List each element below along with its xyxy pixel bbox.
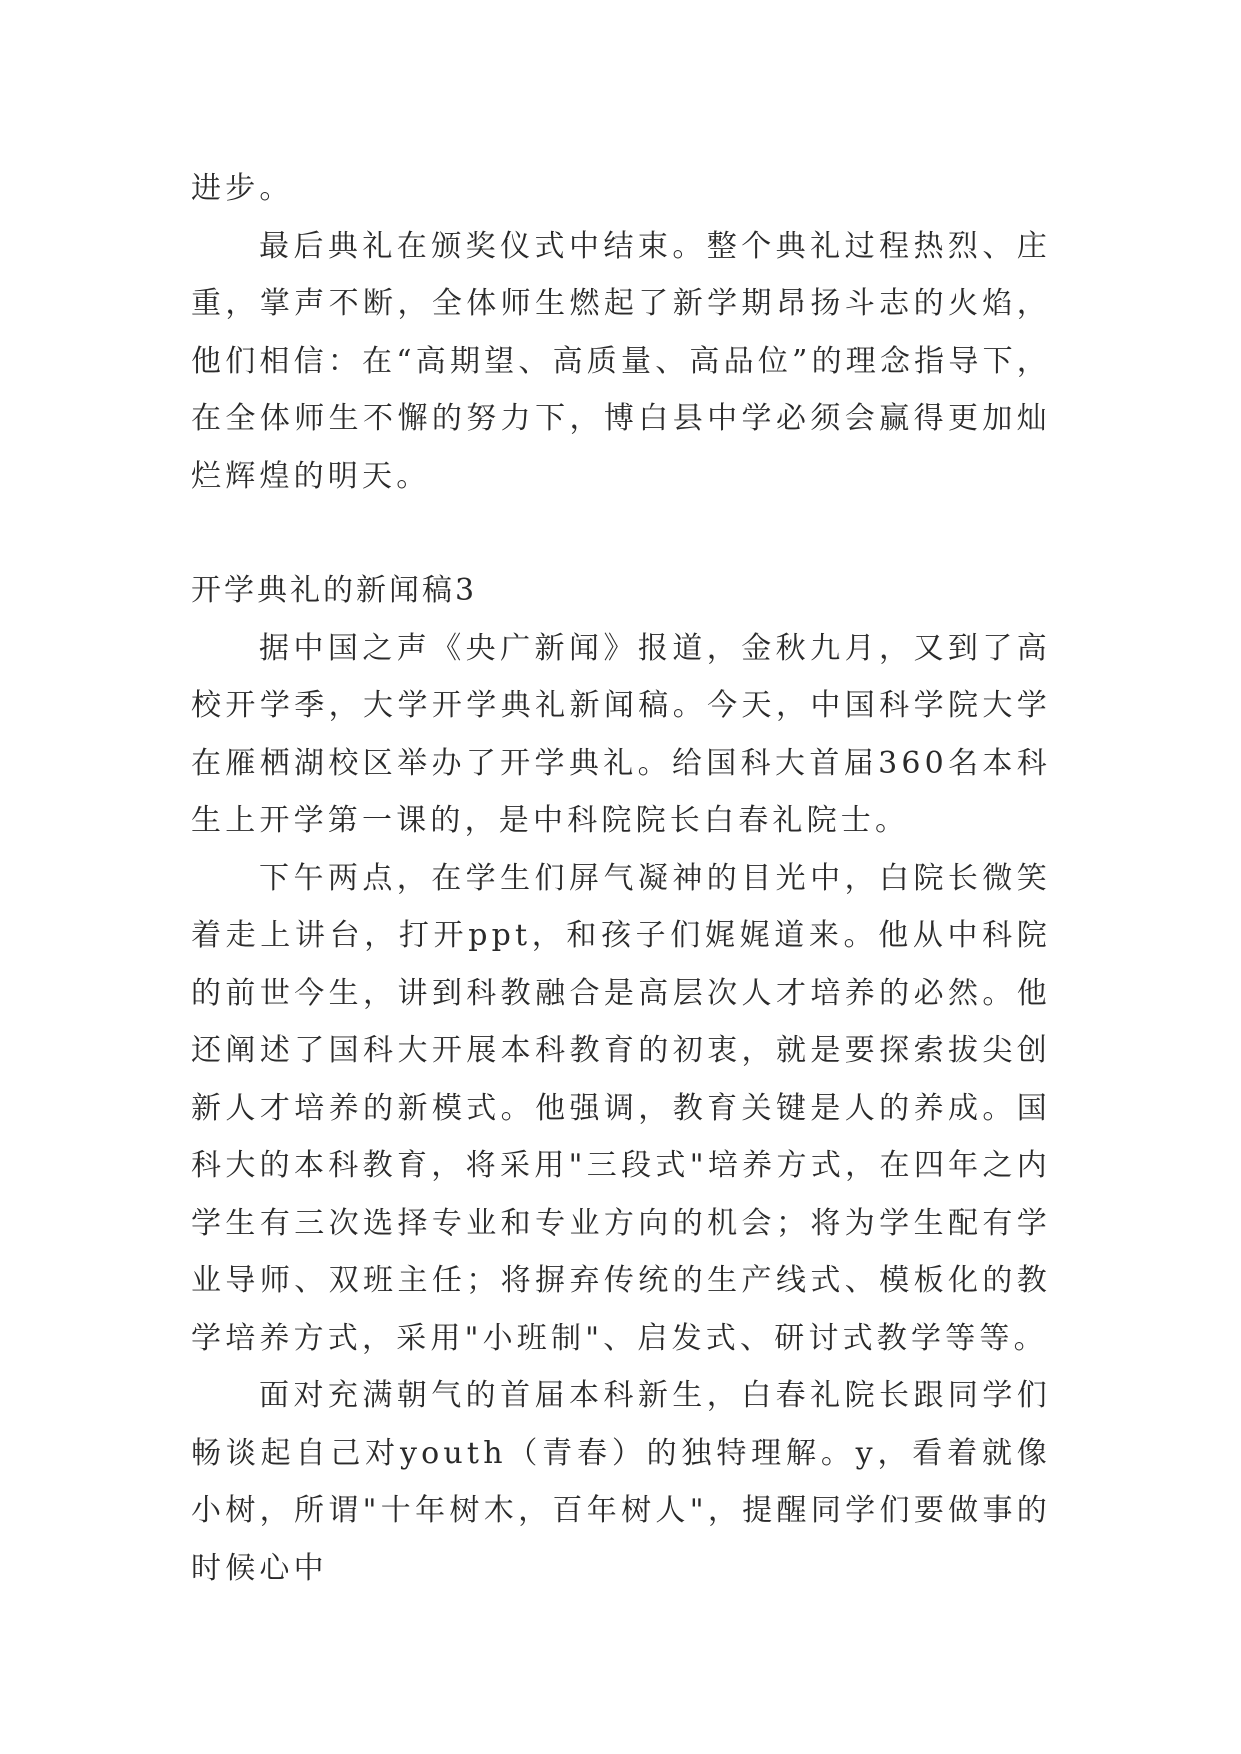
section-heading: 开学典礼的新闻稿3 [191, 573, 478, 608]
paragraph-youth: 面对充满朝气的首届本科新生，白春礼院长跟同学们畅谈起自己对youth（青春）的独特理解。y，看着就像小树，所谓"十年树木，百年树人"，提醒同学们要做事的时候心中 [191, 1378, 1051, 1586]
paragraph-lecture: 下午两点，在学生们屏气凝神的目光中，白院长微笑着走上讲台，打开ppt，和孩子们娓娓道来。他从中科院的前世今生，讲到科教融合是高层次人才培养的必然。他还阐述了国科大开展本科教育的初衷，就是要探索拔尖创新人才培养的新模式。他强调，教育关键是人的养成。国科大的本科教育，将采用"三段式"培养方式，在四年之内学生有三次选择专业和专业方向的机会；将为学生配有学业导师、双班主任；将摒弃传统的生产线式、模板化的教学培养方式，采用"小班制"、启发式、研讨式教学等等。 [191, 860, 1051, 1356]
paragraph-closing: 最后典礼在颁奖仪式中结束。整个典礼过程热烈、庄重，掌声不断，全体师生燃起了新学期昂扬斗志的火焰，他们相信：在“高期望、高质量、高品位”的理念指导下，在全体师生不懈的努力下，博白县中学必须会赢得更加灿烂辉煌的明天。 [191, 228, 1051, 494]
paragraph-continuation: 进步。 [191, 171, 294, 206]
document-body [191, 160, 1051, 1597]
paragraph-report-intro: 据中国之声《央广新闻》报道，金秋九月，又到了高校开学季，大学开学典礼新闻稿。今天，中国科学院大学在雁栖湖校区举办了开学典礼。给国科大首届360名本科生上开学第一课的，是中科院院长白春礼院士。 [191, 630, 1051, 838]
